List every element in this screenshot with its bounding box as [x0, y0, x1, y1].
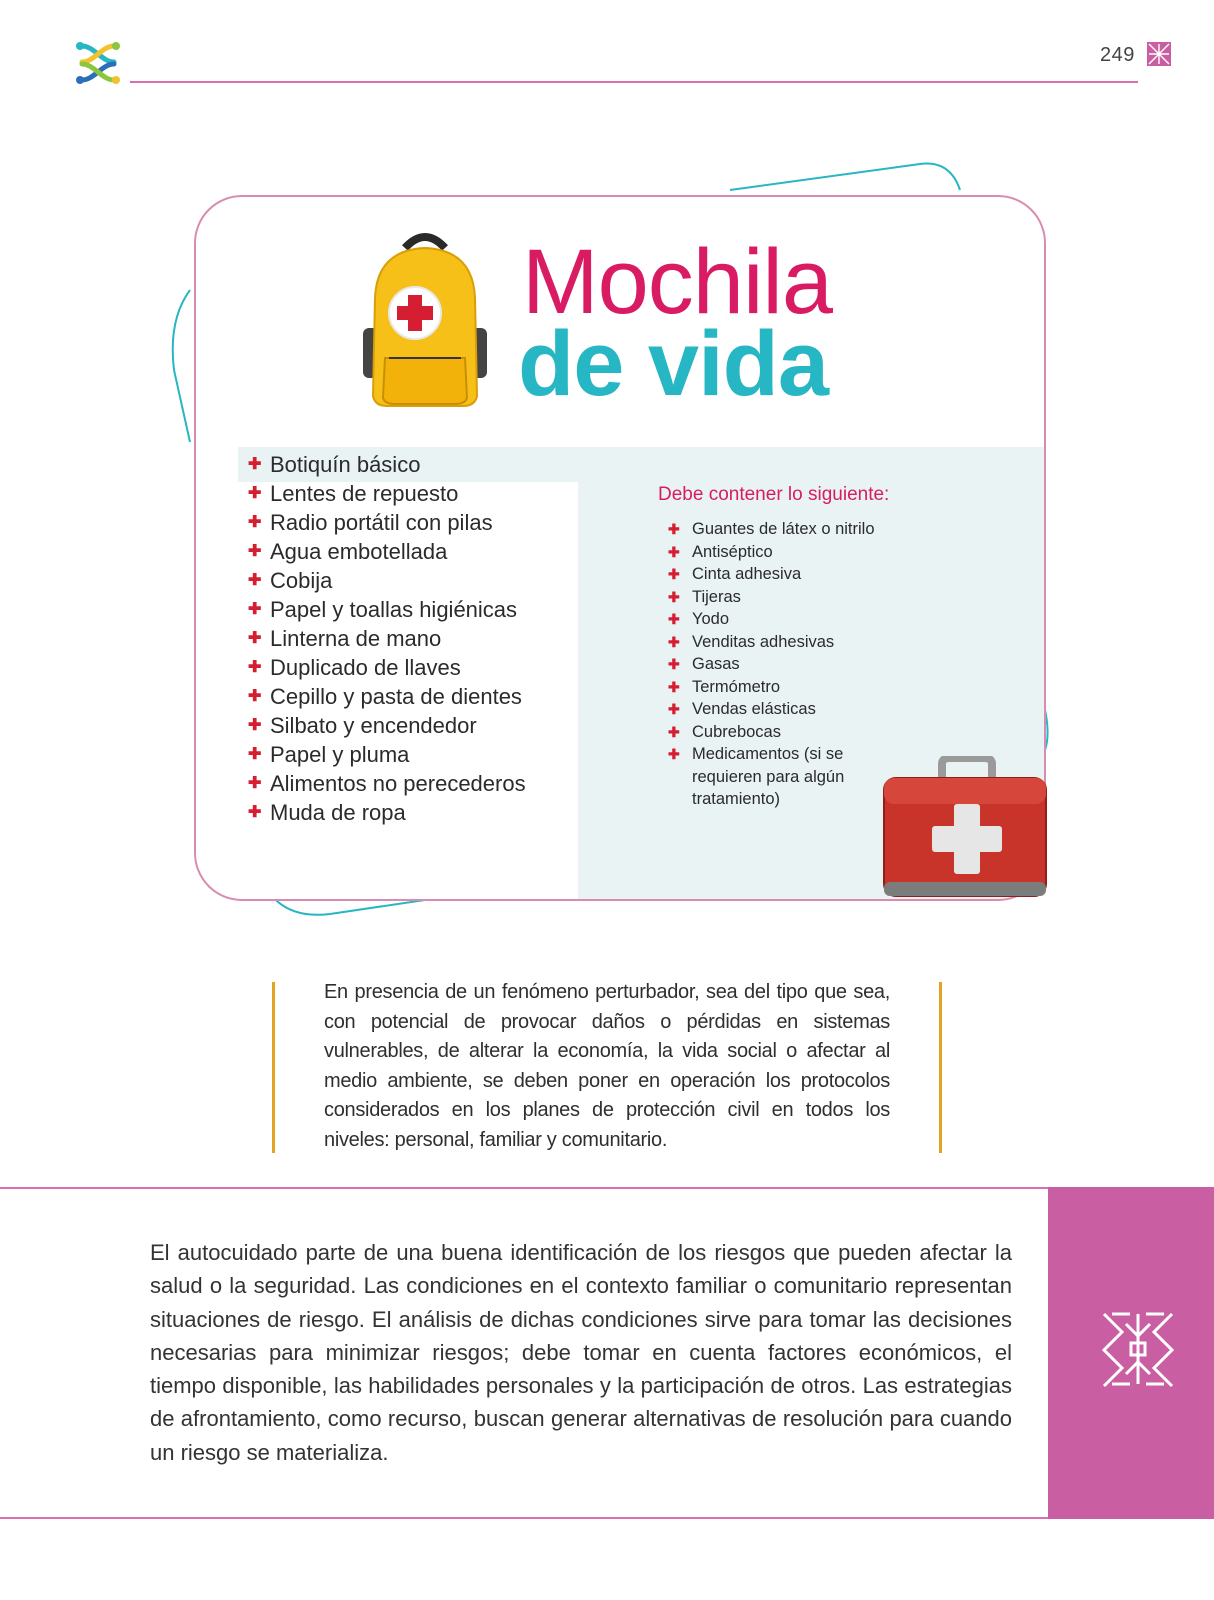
cross-bullet-icon: ✚ — [668, 746, 680, 762]
quote-paragraph: En presencia de un fenómeno perturbador, sea del tipo que sea, con potencial de provocar daños o pérdidas en sistemas vulnerables, de alterar la economía, la vida social o afectar al medio ambiente, se deben poner en operación los protocolos considerados en los planes de protección civil en todos los niveles: personal, familiar y comunitario. — [324, 981, 890, 1151]
list-item-label: Gasas — [692, 655, 740, 673]
cross-bullet-icon: ✚ — [248, 514, 262, 531]
list-item — [248, 624, 526, 653]
card-title-de-vida: de vida — [518, 313, 829, 415]
list-item — [248, 450, 526, 479]
list-item — [248, 653, 526, 682]
list-item — [248, 798, 526, 827]
list-item-label: Antiséptico — [692, 542, 773, 561]
cross-bullet-icon: ✚ — [248, 456, 262, 473]
cross-bullet-icon: ✚ — [668, 521, 680, 537]
list-item-label: Papel y toallas higiénicas — [270, 597, 518, 622]
list-item — [668, 608, 898, 631]
list-item-label: Yodo — [692, 610, 730, 628]
first-aid-kit-icon — [880, 756, 1050, 902]
cross-bullet-icon: ✚ — [668, 723, 680, 740]
list-item-label: Radio portátil con pilas — [270, 510, 493, 535]
cross-bullet-icon: ✚ — [668, 633, 680, 650]
list-item-label: Cubrebocas — [692, 722, 781, 741]
section-rule-top — [0, 1187, 1048, 1189]
backpack-icon — [355, 228, 495, 410]
cross-bullet-icon: ✚ — [248, 572, 262, 589]
cross-bullet-icon: ✚ — [248, 601, 262, 618]
list-item — [668, 721, 898, 744]
list-item — [248, 711, 526, 740]
list-item-label: Alimentos no perecederos — [270, 771, 526, 796]
list-item-label: Lentes de repuesto — [270, 481, 459, 506]
list-item — [668, 653, 898, 676]
list-item — [248, 682, 526, 711]
page-number: 249 — [1100, 44, 1135, 66]
list-item-label: Botiquín básico — [270, 452, 421, 477]
list-item — [668, 676, 898, 699]
list-item-label: Medicamentos (si se requieren para algún tratamiento) — [692, 745, 845, 808]
list-item — [668, 586, 898, 609]
list-item-label: Termómetro — [692, 677, 781, 696]
list-item-label: Venditas adhesivas — [692, 632, 835, 651]
quote-right-bar — [939, 982, 942, 1153]
list-item — [668, 541, 898, 564]
section-rule-bottom — [0, 1517, 1048, 1519]
list-item — [668, 631, 898, 654]
list-item-label: Linterna de mano — [270, 626, 442, 651]
list-item-label: Cinta adhesiva — [692, 565, 802, 583]
cross-bullet-icon: ✚ — [668, 588, 680, 605]
quote-left-bar — [272, 982, 275, 1153]
list-item-label: Muda de ropa — [270, 800, 406, 825]
cross-bullet-icon: ✚ — [668, 678, 680, 695]
first-aid-heading: Debe contener lo siguiente: — [658, 484, 890, 505]
list-item — [248, 508, 526, 537]
card-title-mochila: Mochila — [522, 231, 833, 333]
cross-bullet-icon: ✚ — [248, 804, 262, 821]
cross-bullet-icon: ✚ — [248, 630, 262, 647]
list-item — [668, 563, 898, 586]
list-item-label: Silbato y encendedor — [270, 713, 477, 738]
list-item-label: Tijeras — [692, 587, 741, 606]
header-rule — [130, 81, 1138, 83]
cross-bullet-icon: ✚ — [248, 717, 262, 734]
list-item — [668, 698, 898, 721]
list-item-label: Cobija — [270, 568, 333, 593]
list-item-label: Vendas elásticas — [692, 700, 816, 718]
list-item-label: Cepillo y pasta de dientes — [270, 684, 522, 709]
cross-bullet-icon: ✚ — [248, 775, 262, 792]
list-item — [248, 769, 526, 798]
cross-bullet-icon: ✚ — [248, 746, 262, 763]
cross-bullet-icon: ✚ — [248, 688, 262, 705]
cross-bullet-icon: ✚ — [248, 543, 262, 560]
cross-bullet-icon: ✚ — [668, 701, 680, 717]
list-item — [668, 518, 898, 541]
cross-bullet-icon: ✚ — [248, 485, 262, 502]
cross-bullet-icon: ✚ — [668, 566, 680, 582]
list-item — [248, 537, 526, 566]
list-item — [668, 743, 898, 811]
list-item-label: Agua embotellada — [270, 539, 448, 564]
body-paragraph: El autocuidado parte de una buena identificación de los riesgos que pueden afectar la salud o la seguridad. Las condiciones en el contexto familiar o comunitario representan situaciones de riesgo. El análisis de dichas condiciones sirve para tomar las decisiones necesarias para minimizar riesgos; debe tomar en cuenta factores económicos, el tiempo disponible, las habilidades personales y la participación de otros. Las estrategias de afrontamiento, como recurso, buscan generar alternativas de resolución para cuando un riesgo se materializa. — [150, 1240, 1012, 1465]
essentials-list — [248, 450, 526, 827]
list-item-label: Duplicado de llaves — [270, 655, 461, 680]
list-item-label: Papel y pluma — [270, 742, 410, 767]
cross-bullet-icon: ✚ — [248, 659, 262, 676]
colored-knot-logo-icon — [74, 40, 122, 86]
white-pattern-ornament-icon — [1100, 1310, 1176, 1388]
cross-bullet-icon: ✚ — [668, 656, 680, 672]
pink-pattern-ornament-icon — [1147, 42, 1171, 66]
first-aid-list — [668, 518, 898, 811]
list-item — [248, 479, 526, 508]
list-item — [248, 566, 526, 595]
list-item — [248, 595, 526, 624]
list-item-label: Guantes de látex o nitrilo — [692, 520, 875, 538]
cross-bullet-icon: ✚ — [668, 543, 680, 560]
list-item — [248, 740, 526, 769]
cross-bullet-icon: ✚ — [668, 611, 680, 627]
